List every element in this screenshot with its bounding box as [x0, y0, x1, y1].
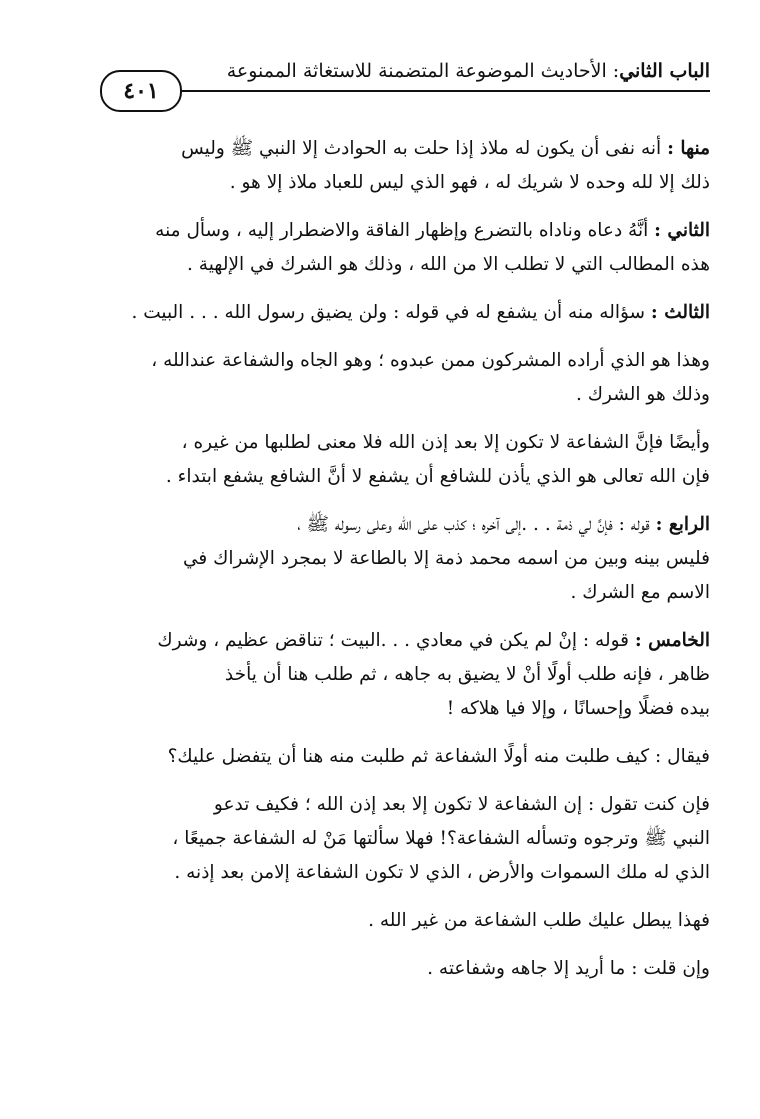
- paragraph: [98, 296, 710, 330]
- text-line: [98, 542, 710, 576]
- line-text: النبي ﷺ وترجوه وتسأله الشفاعة؟! فهلا سألتها مَنْ له الشفاعة جميعًا ،: [172, 828, 710, 849]
- page-number: ٤٠١: [123, 78, 159, 104]
- paragraph: [98, 508, 710, 610]
- paragraph: [98, 624, 710, 726]
- section-label: الثاني :: [654, 220, 710, 241]
- text-line: [98, 952, 710, 986]
- paragraph: [98, 132, 710, 200]
- paragraph: [98, 788, 710, 890]
- section-label: منها :: [667, 138, 710, 159]
- paragraph: [98, 952, 710, 986]
- text-line: [98, 132, 710, 166]
- text-line: [98, 248, 710, 282]
- line-text: فليس بينه وبين من اسمه محمد ذمة إلا بالطاعة لا بمجرد الإشراك في: [183, 548, 710, 569]
- line-text: وإن قلت : ما أريد إلا جاهه وشفاعته .: [427, 958, 710, 979]
- line-text: وذلك هو الشرك .: [576, 384, 710, 405]
- text-line: [98, 822, 710, 856]
- header-divider: [176, 90, 710, 92]
- running-header: [100, 58, 710, 104]
- text-line: [98, 166, 710, 200]
- text-line: [98, 856, 710, 890]
- text-line: [98, 788, 710, 822]
- paragraph: [98, 214, 710, 282]
- section-label: الخامس :: [634, 630, 710, 651]
- paragraph: [98, 426, 710, 494]
- chapter-label: الباب الثاني: [619, 60, 710, 82]
- paragraph: [98, 904, 710, 938]
- section-label: الرابع :: [655, 514, 710, 535]
- line-text: فإن كنت تقول : إن الشفاعة لا تكون إلا بعد إذن الله ؛ فكيف تدعو: [213, 794, 710, 815]
- line-text: الذي له ملك السموات والأرض ، الذي لا تكون الشفاعة إلامن بعد إذنه .: [174, 862, 710, 883]
- line-text: سؤاله منه أن يشفع له في قوله : ولن يضيق رسول الله . . . البيت .: [131, 302, 651, 323]
- line-text: قوله : إنْ لم يكن في معادي . . .البيت ؛ تناقض عظيم ، وشرك: [157, 630, 635, 651]
- text-line: [98, 576, 710, 610]
- line-text: فيقال : كيف طلبت منه أولًا الشفاعة ثم طلبت منه هنا أن يتفضل عليك؟: [167, 746, 710, 767]
- text-line: [98, 426, 710, 460]
- text-line: [98, 624, 710, 658]
- line-text: فهذا يبطل عليك طلب الشفاعة من غير الله .: [368, 910, 710, 931]
- section-label: الثالث :: [650, 302, 710, 323]
- text-line: [98, 378, 710, 412]
- line-text: الاسم مع الشرك .: [570, 582, 710, 603]
- text-line: [98, 344, 710, 378]
- text-line: [98, 692, 710, 726]
- text-line: [98, 658, 710, 692]
- text-line: [98, 460, 710, 494]
- line-text: هذه المطالب التي لا تطلب الا من الله ، وذلك هو الشرك في الإلهية .: [187, 254, 710, 275]
- page-body: [98, 132, 710, 1000]
- chapter-heading: [227, 60, 710, 82]
- line-text: وهذا هو الذي أراده المشركون ممن عبدوه ؛ وهو الجاه والشفاعة عندالله ،: [151, 350, 710, 371]
- text-line: [98, 740, 710, 774]
- text-line: [98, 904, 710, 938]
- paragraph: [98, 740, 710, 774]
- chapter-title: : الأحاديث الموضوعة المتضمنة للاستغاثة الممنوعة: [226, 60, 620, 82]
- line-text: أنَّهُ دعاه وناداه بالتضرع وإظهار الفاقة والاضطرار إليه ، وسأل منه: [155, 220, 655, 241]
- paragraph: [98, 344, 710, 412]
- line-text: بيده فضلًا وإحسانًا ، وإلا فيا هلاكه !: [446, 698, 710, 719]
- page-number-badge: [100, 70, 182, 112]
- line-text: قوله : فإنَّ لي ذمة . . .إلى آخره ؛ كذب على الله وعلى رسوله ﷺ ،: [297, 514, 656, 535]
- line-text: ظاهر ، فإنه طلب أولًا أنْ لا يضيق به جاهه ، ثم طلب هنا أن يأخذ: [224, 664, 710, 685]
- line-text: وأيضًا فإنَّ الشفاعة لا تكون إلا بعد إذن الله فلا معنى لطلبها من غيره ،: [181, 432, 710, 453]
- text-line: [98, 214, 710, 248]
- line-text: فإن الله تعالى هو الذي يأذن للشافع أن يشفع لا أنَّ الشافع يشفع ابتداء .: [165, 466, 710, 487]
- text-line: [98, 508, 710, 542]
- line-text: أنه نفى أن يكون له ملاذ إذا حلت به الحوادث إلا النبي ﷺ وليس: [181, 138, 668, 159]
- text-line: [98, 296, 710, 330]
- line-text: ذلك إلا لله وحده لا شريك له ، فهو الذي ليس للعباد ملاذ إلا هو .: [229, 172, 710, 193]
